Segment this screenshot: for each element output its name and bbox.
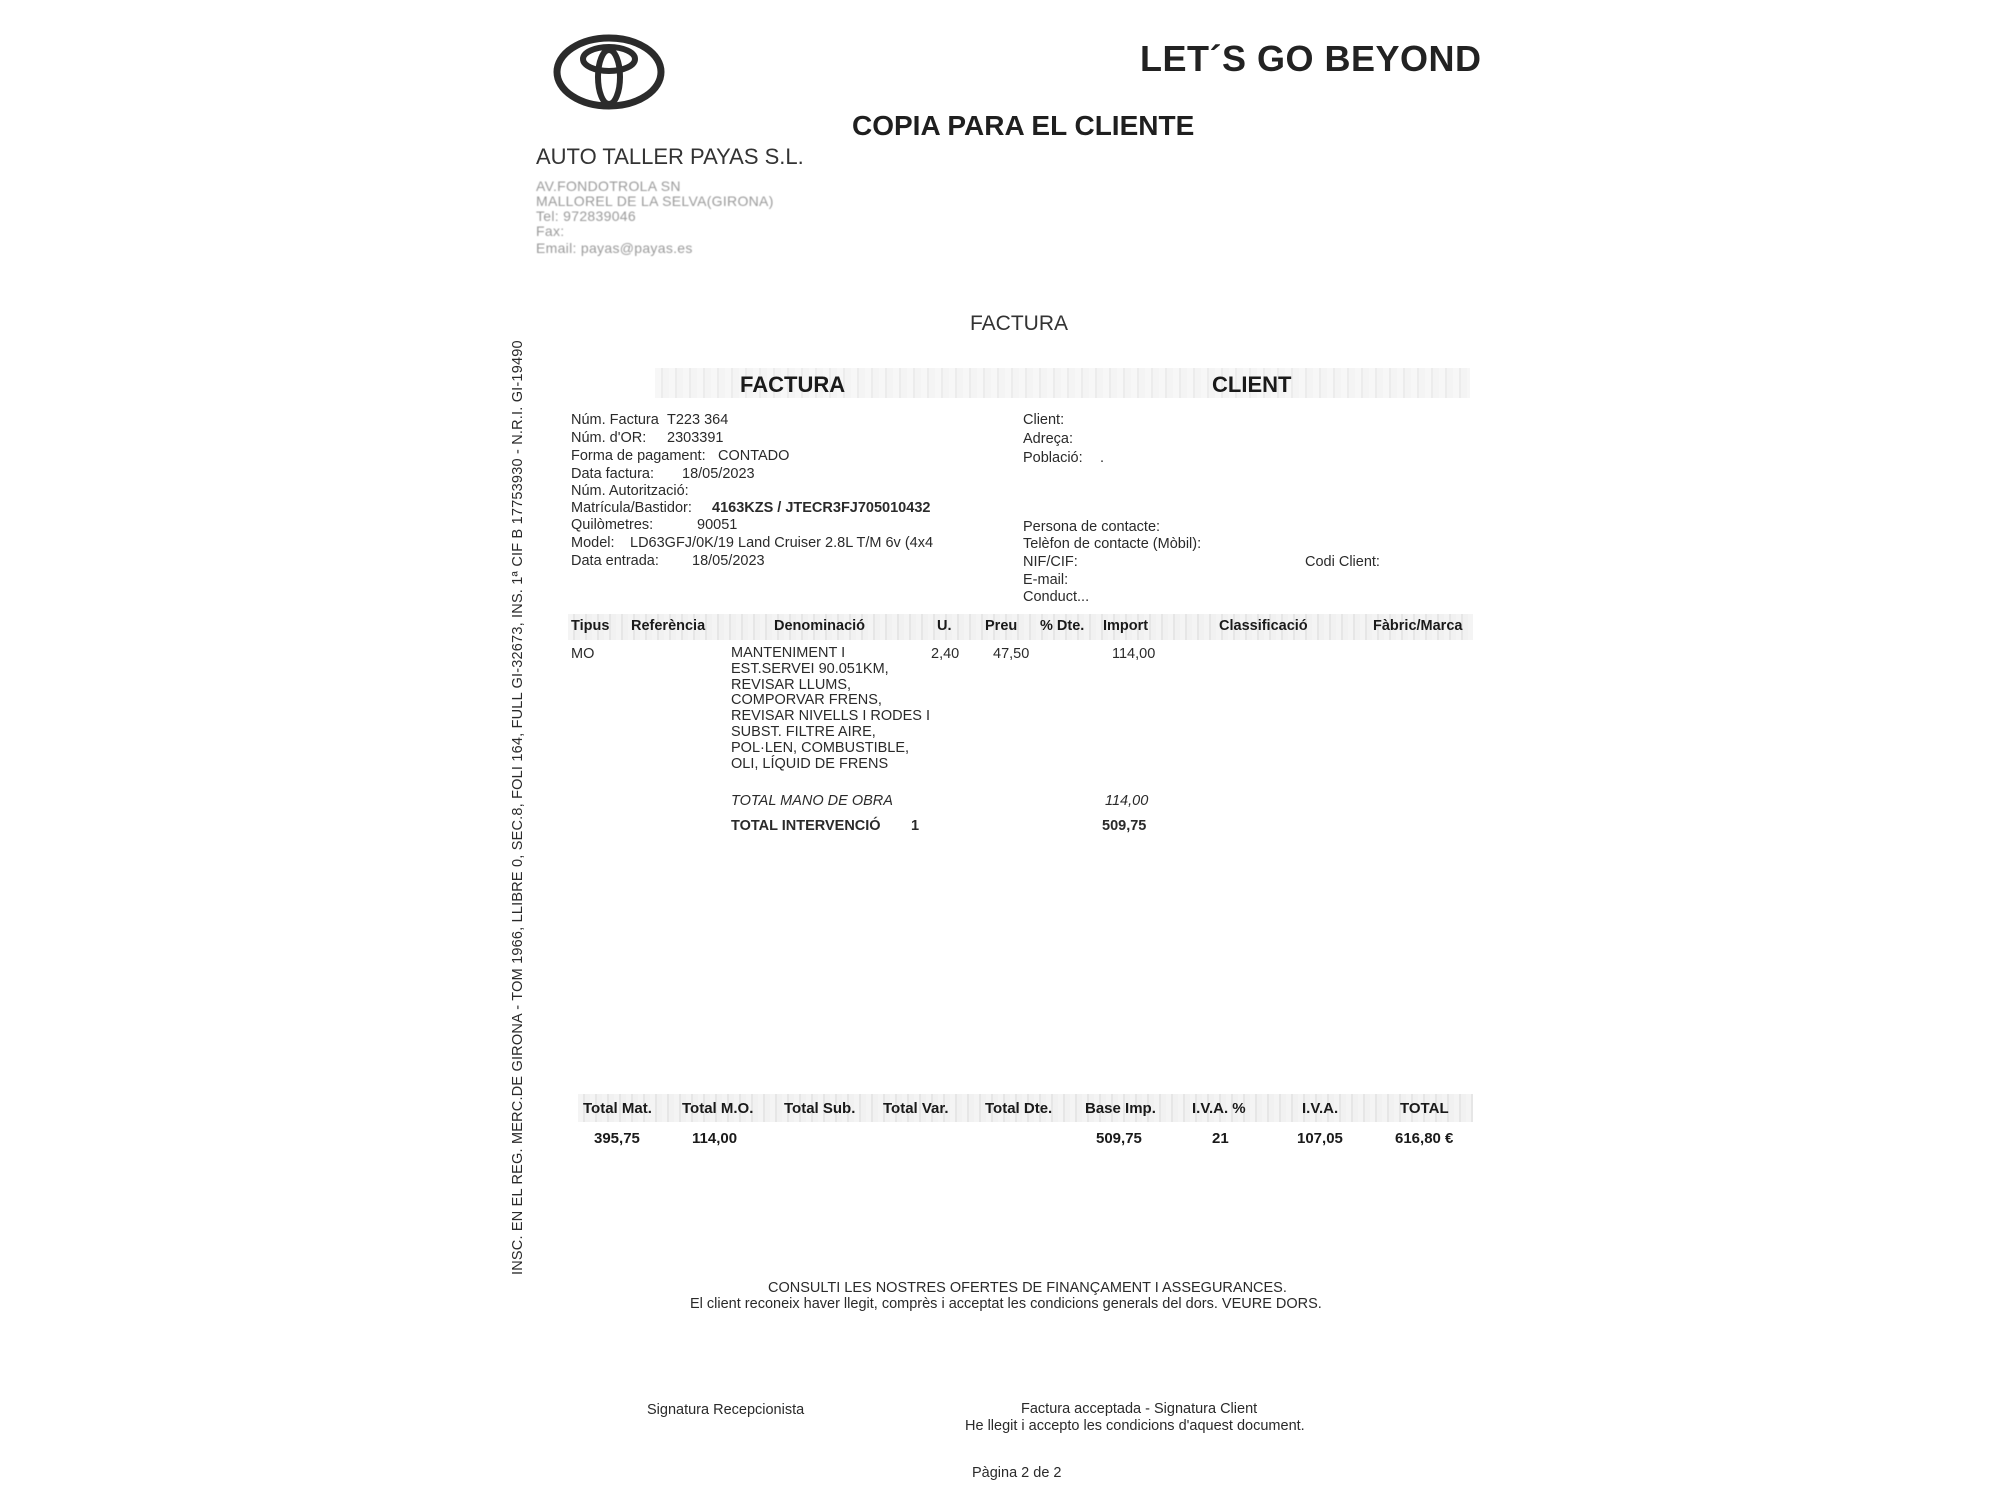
total-mano-obra-label: TOTAL MANO DE OBRA — [731, 793, 893, 809]
company-email: Email: payas@payas.es — [536, 240, 693, 256]
forma-pagament-label: Forma de pagament: — [571, 448, 706, 464]
total-value: 616,80 € — [1395, 1130, 1454, 1147]
legal-registry-text: INSC. EN EL REG. MERC.DE GIRONA - TOM 1966, LLIBRE 0, SEC.8, FOLI 164, FULL GI-32673, INS. 1ª CIF B 17753930 - N.R.I. GI-19490 — [510, 340, 526, 1275]
total-dte-header: Total Dte. — [985, 1100, 1053, 1117]
company-address-line: AV.FONDOTROLA SN — [536, 178, 681, 194]
section-heading-client: CLIENT — [1212, 372, 1292, 397]
col-header-denominacio: Denominació — [774, 618, 866, 634]
matricula-label: Matrícula/Bastidor: — [571, 500, 692, 516]
toyota-logo-icon — [553, 32, 665, 112]
total-intervencio-number: 1 — [911, 818, 920, 834]
iva-value: 107,05 — [1297, 1130, 1343, 1147]
company-address-line: MALLOREL DE LA SELVA(GIRONA) — [536, 193, 774, 209]
codi-client-label: Codi Client: — [1305, 554, 1380, 570]
company-phone: Tel: 972839046 — [536, 208, 636, 224]
slogan: LET´S GO BEYOND — [1140, 38, 1482, 79]
item-u: 2,40 — [931, 646, 960, 662]
forma-pagament-value: CONTADO — [718, 448, 790, 464]
num-or-value: 2303391 — [667, 430, 724, 446]
nif-label: NIF/CIF: — [1023, 554, 1078, 570]
section-heading-factura: FACTURA — [740, 372, 846, 397]
num-autoritzacio-label: Núm. Autorització: — [571, 483, 689, 499]
col-header-preu: Preu — [985, 618, 1018, 634]
signature-client-title: Factura acceptada - Signatura Client — [1021, 1401, 1258, 1417]
data-factura-value: 18/05/2023 — [682, 466, 755, 482]
email-label: E-mail: — [1023, 572, 1069, 588]
data-entrada-value: 18/05/2023 — [692, 553, 765, 569]
conditions-text: El client reconeix haver llegit, comprès i acceptat les condicions generals del dors. VEURE DORS. — [690, 1296, 1322, 1312]
copy-title: COPIA PARA EL CLIENTE — [852, 110, 1195, 141]
col-header-referencia: Referència — [631, 618, 706, 634]
total-mano-obra-value: 114,00 — [1105, 793, 1149, 809]
total-intervencio-label: TOTAL INTERVENCIÓ — [731, 818, 881, 834]
financing-offers-text: CONSULTI LES NOSTRES OFERTES DE FINANÇAMENT I ASSEGURANCES. — [768, 1280, 1287, 1296]
col-header-u: U. — [937, 618, 952, 634]
client-label: Client: — [1023, 412, 1065, 428]
telefon-contacte-label: Telèfon de contacte (Mòbil): — [1023, 536, 1202, 552]
total-var-header: Total Var. — [883, 1100, 949, 1117]
base-imp-header: Base Imp. — [1085, 1100, 1156, 1117]
base-imp-value: 509,75 — [1096, 1130, 1142, 1147]
quilometres-value: 90051 — [697, 517, 738, 533]
item-import: 114,00 — [1112, 646, 1156, 662]
col-header-fabric-marca: Fàbric/Marca — [1373, 618, 1463, 634]
company-fax: Fax: — [536, 223, 565, 239]
col-header-dte: % Dte. — [1040, 618, 1085, 634]
total-mo-value: 114,00 — [692, 1130, 738, 1147]
model-label: Model: — [571, 535, 615, 551]
matricula-value: 4163KZS / JTECR3FJ705010432 — [712, 500, 931, 516]
total-header: TOTAL — [1400, 1100, 1449, 1117]
model-value: LD63GFJ/0K/19 Land Cruiser 2.8L T/M 6v (4x4 — [630, 535, 934, 551]
num-or-label: Núm. d'OR: — [571, 430, 647, 446]
page-number: Pàgina 2 de 2 — [972, 1465, 1062, 1481]
num-factura-value: T223 364 — [667, 412, 729, 428]
col-header-import: Import — [1103, 618, 1149, 634]
iva-percent-value: 21 — [1212, 1130, 1229, 1147]
col-header-tipus: Tipus — [571, 618, 610, 634]
item-denominacio: MANTENIMENT I EST.SERVEI 90.051KM, REVISAR LLUMS, COMPORVAR FRENS, REVISAR NIVELLS I RODES I SUBST. FILTRE AIRE, POL·LEN, COMBUSTIBLE, OLI, LÍQUID DE FRENS — [731, 645, 931, 772]
total-mat-value: 395,75 — [594, 1130, 640, 1147]
item-tipus: MO — [571, 646, 595, 662]
quilometres-label: Quilòmetres: — [571, 517, 654, 533]
document-title: FACTURA — [970, 312, 1069, 335]
company-name: AUTO TALLER PAYAS S.L. — [536, 144, 804, 169]
conduct-label: Conduct... — [1023, 589, 1090, 605]
adreca-label: Adreça: — [1023, 431, 1073, 447]
total-sub-header: Total Sub. — [784, 1100, 856, 1117]
iva-percent-header: I.V.A. % — [1192, 1100, 1246, 1117]
col-header-classificacio: Classificació — [1219, 618, 1308, 634]
poblacio-label: Població: — [1023, 450, 1083, 466]
item-preu: 47,50 — [993, 646, 1030, 662]
total-mo-header: Total M.O. — [682, 1100, 754, 1117]
num-factura-label: Núm. Factura — [571, 412, 659, 428]
signature-receptionist: Signatura Recepcionista — [647, 1402, 805, 1418]
total-intervencio-value: 509,75 — [1102, 818, 1147, 834]
total-mat-header: Total Mat. — [583, 1100, 652, 1117]
iva-header: I.V.A. — [1302, 1100, 1339, 1117]
signature-client-text: He llegit i accepto les condicions d'aquest document. — [965, 1418, 1305, 1434]
poblacio-value: . — [1100, 450, 1105, 466]
data-entrada-label: Data entrada: — [571, 553, 659, 569]
persona-contacte-label: Persona de contacte: — [1023, 519, 1161, 535]
data-factura-label: Data factura: — [571, 466, 655, 482]
